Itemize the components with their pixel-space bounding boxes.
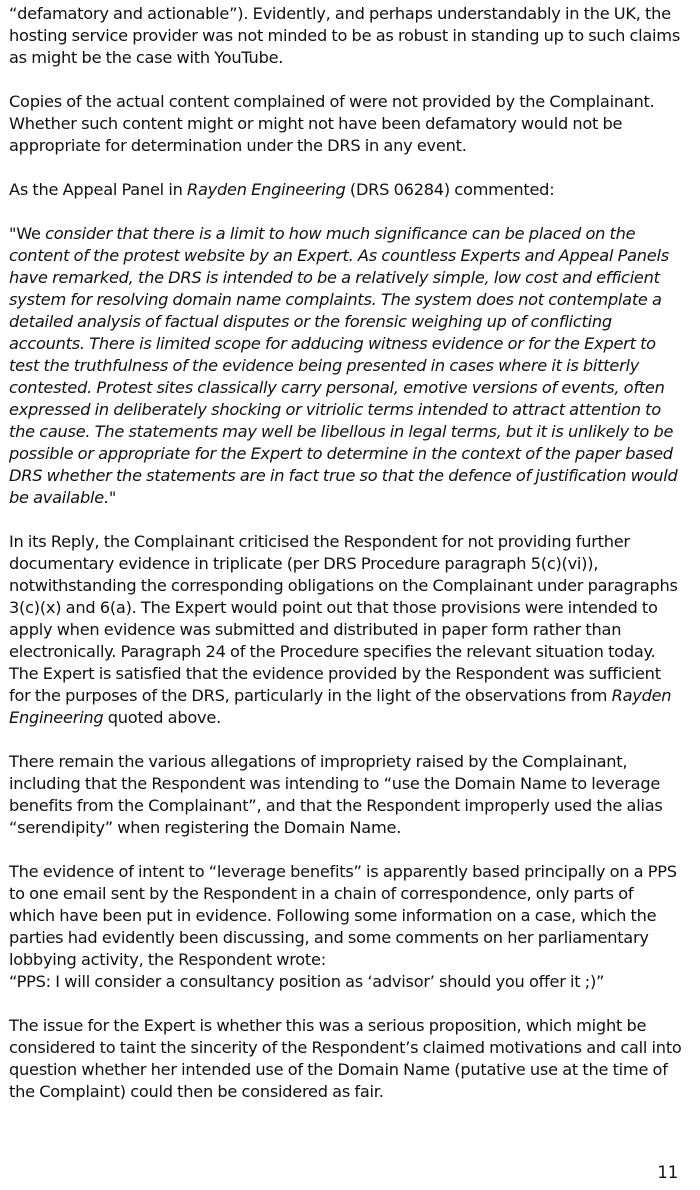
quote-open: "We (9, 224, 46, 243)
page-number: 11 (657, 1163, 678, 1182)
paragraph-appeal-panel-intro (9, 179, 683, 201)
reply-text-end: quoted above. (103, 708, 221, 727)
paragraph-pps-quote: “PPS: I will consider a consultancy position as ‘advisor’ should you offer it ;)” (9, 972, 605, 991)
case-name-italic: Rayden Engineering (186, 180, 346, 199)
reply-text: In its Reply, the Complainant criticised the Respondent for not providing further documentary evidence in triplicate (per DRS Procedure paragraph 5(c)(vi)), notwithstanding the corresponding obligations on the Complainant under paragraphs 3(c)(x) and 6(a). The Expert would point out that those provisions were intended to apply when evidence was submitted and distributed in paper form rather than electronically. Paragraph 24 of the Procedure specifies the relevant situation today. The Expert is satisfied that the evidence provided by the Respondent was sufficient for the purposes of the DRS, particularly in the light of the observations from (9, 532, 678, 705)
intro-text: As the Appeal Panel in (9, 180, 187, 199)
paragraph-leverage-evidence: The evidence of intent to “leverage benefits” is apparently based principally on a PPS to one email sent by the Respondent in a chain of correspondence, only parts of which have been put in evidence. Following some information on a case, which the parties had evidently been discussing, and some comments on her parliamentary lobbying activity, the Respondent wrote: (9, 862, 677, 969)
intro-text-end: (DRS 06284) commented: (345, 180, 555, 199)
paragraph-content-not-provided: Copies of the actual content complained of were not provided by the Complainant. Whether such content might or might not have been defamatory would not be appropriate for determination under the DRS in any event. (9, 92, 655, 155)
paragraph-quoted-decision (9, 223, 683, 509)
document-page (9, 3, 683, 1125)
paragraph-allegations: There remain the various allegations of impropriety raised by the Complainant, including that the Respondent was intending to “use the Domain Name to leverage benefits from the Complainant”, and that the Respondent improperly used the alias “serendipity” when registering the Domain Name. (9, 752, 663, 837)
quote-body-italic: consider that there is a limit to how much significance can be placed on the content of the protest website by an Expert. As countless Experts and Appeal Panels have remarked, the DRS is intended to be a relatively simple, low cost and efficient system for resolving domain name complaints. The system does not contemplate a detailed analysis of factual disputes or the forensic weighing up of conflicting accounts. There is limited scope for adducing witness evidence or for the Expert to test the truthfulness of the evidence being presented in cases where it is bitterly contested. Protest sites classically carry personal, emotive versions of events, often expressed in deliberately shocking or vitriolic terms intended to attract attention to the cause. The statements may well be libellous in legal terms, but it is unlikely to be possible or appropriate for the Expert to determine in the context of the paper based DRS whether the statements are in fact true so that the defence of justification would be available. (9, 224, 678, 507)
paragraph-issue-for-expert: The issue for the Expert is whether this was a serious proposition, which might be considered to taint the sincerity of the Respondent’s claimed motivations and call into question whether her intended use of the Domain Name (putative use at the time of the Complaint) could then be considered as fair. (9, 1016, 682, 1101)
quote-close: " (108, 488, 117, 507)
paragraph-reply-criticism (9, 531, 683, 729)
case-name-italic: Rayden Engineering (9, 686, 672, 727)
paragraph-hosting-provider: “defamatory and actionable”). Evidently, and perhaps understandably in the UK, the hosting service provider was not minded to be as robust in standing up to such claims as might be the case with YouTube. (9, 4, 681, 67)
